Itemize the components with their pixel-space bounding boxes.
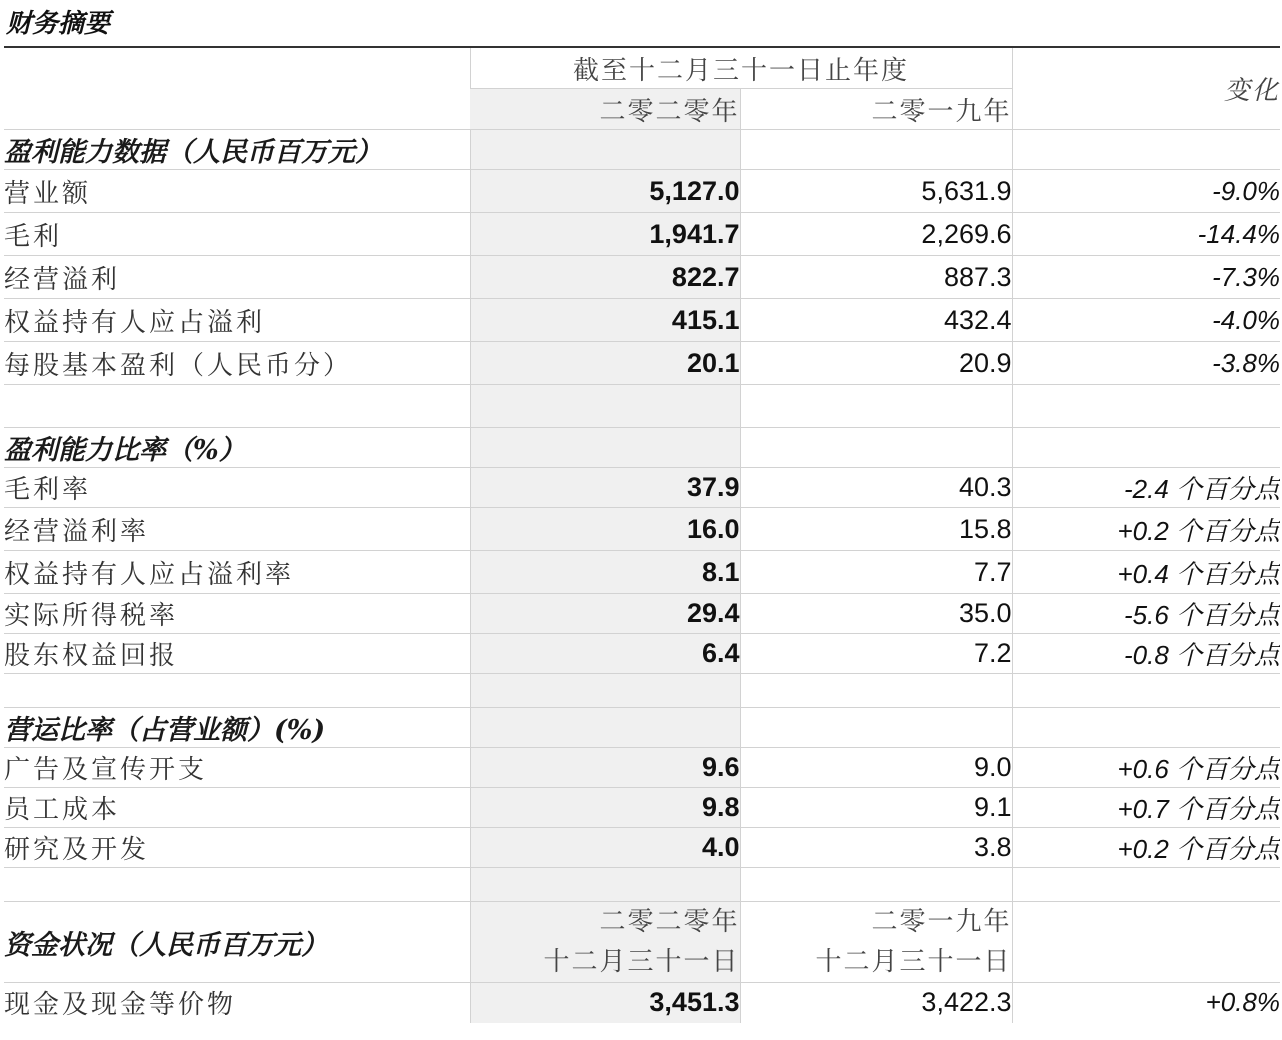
value-previous: 7.2 bbox=[740, 634, 1012, 674]
spacer-row bbox=[4, 674, 1280, 708]
table-row bbox=[4, 983, 1280, 1023]
row-label: 毛利率 bbox=[4, 468, 470, 508]
row-label: 营业额 bbox=[4, 170, 470, 213]
row-label: 现金及现金等价物 bbox=[4, 990, 237, 1021]
funding-current-date-header bbox=[470, 902, 740, 983]
table-row bbox=[4, 468, 1280, 508]
year-current-header: 二零二零年 bbox=[470, 89, 740, 130]
section-header-row bbox=[4, 130, 1280, 170]
value-current: 822.7 bbox=[470, 256, 740, 299]
funding-current-date: 十二月三十一日 bbox=[543, 947, 740, 977]
value-current: 9.6 bbox=[470, 748, 740, 788]
table-row bbox=[4, 213, 1280, 256]
value-change: +0.6 个百分点 bbox=[1012, 748, 1280, 788]
section-title: 营运比率（占营业额）(%) bbox=[4, 708, 470, 748]
value-change: +0.8% bbox=[1012, 983, 1280, 1023]
section-header-row bbox=[4, 428, 1280, 468]
spacer-row bbox=[4, 868, 1280, 902]
value-previous: 20.9 bbox=[740, 342, 1012, 385]
value-current: 16.0 bbox=[470, 508, 740, 551]
document-title: 财务摘要 bbox=[6, 9, 111, 39]
row-label: 经营溢利率 bbox=[4, 508, 470, 551]
value-previous: 3.8 bbox=[740, 828, 1012, 868]
value-change: -0.8 个百分点 bbox=[1012, 634, 1280, 674]
value-current: 3,451.3 bbox=[470, 983, 740, 1023]
section-header-row bbox=[4, 708, 1280, 748]
table-row bbox=[4, 508, 1280, 551]
financial-summary-table bbox=[4, 46, 1280, 1023]
spacer-row bbox=[4, 385, 1280, 428]
value-previous: 15.8 bbox=[740, 508, 1012, 551]
value-previous: 9.1 bbox=[740, 788, 1012, 828]
row-label: 经营溢利 bbox=[4, 256, 470, 299]
value-previous: 9.0 bbox=[740, 748, 1012, 788]
value-change: +0.7 个百分点 bbox=[1012, 788, 1280, 828]
value-previous: 35.0 bbox=[740, 594, 1012, 634]
row-label: 员工成本 bbox=[4, 788, 470, 828]
value-change: +0.2 个百分点 bbox=[1012, 508, 1280, 551]
value-change: -4.0% bbox=[1012, 299, 1280, 342]
year-previous-header: 二零一九年 bbox=[740, 89, 1012, 130]
value-previous: 3,422.3 bbox=[740, 983, 1012, 1023]
value-previous: 2,269.6 bbox=[740, 213, 1012, 256]
row-label: 广告及宣传开支 bbox=[4, 748, 470, 788]
row-label: 研究及开发 bbox=[4, 828, 470, 868]
value-current: 6.4 bbox=[470, 634, 740, 674]
table-row bbox=[4, 551, 1280, 594]
table-row bbox=[4, 788, 1280, 828]
value-previous: 7.7 bbox=[740, 551, 1012, 594]
value-change: -5.6 个百分点 bbox=[1012, 594, 1280, 634]
table-row bbox=[4, 594, 1280, 634]
value-change: +0.4 个百分点 bbox=[1012, 551, 1280, 594]
value-change: -2.4 个百分点 bbox=[1012, 468, 1280, 508]
value-current: 5,127.0 bbox=[470, 170, 740, 213]
table-row bbox=[4, 256, 1280, 299]
value-current: 8.1 bbox=[470, 551, 740, 594]
value-previous: 432.4 bbox=[740, 299, 1012, 342]
table-row bbox=[4, 299, 1280, 342]
section-title: 资金状况（人民币百万元） bbox=[4, 902, 470, 983]
value-current: 20.1 bbox=[470, 342, 740, 385]
table-row bbox=[4, 748, 1280, 788]
value-current: 415.1 bbox=[470, 299, 740, 342]
funding-previous-year: 二零一九年 bbox=[871, 907, 1012, 937]
value-change: -7.3% bbox=[1012, 256, 1280, 299]
row-label: 股东权益回报 bbox=[4, 634, 470, 674]
row-label: 权益持有人应占溢利 bbox=[4, 299, 470, 342]
funding-previous-date-header bbox=[740, 902, 1012, 983]
value-current: 9.8 bbox=[470, 788, 740, 828]
row-label: 毛利 bbox=[4, 213, 470, 256]
table-row bbox=[4, 170, 1280, 213]
row-label: 权益持有人应占溢利率 bbox=[4, 551, 470, 594]
value-previous: 40.3 bbox=[740, 468, 1012, 508]
change-column-header: 变化 bbox=[1012, 47, 1280, 130]
value-change: -9.0% bbox=[1012, 170, 1280, 213]
period-label: 截至十二月三十一日止年度 bbox=[470, 47, 1012, 89]
value-current: 1,941.7 bbox=[470, 213, 740, 256]
value-previous: 887.3 bbox=[740, 256, 1012, 299]
section-title: 盈利能力比率（%） bbox=[4, 428, 470, 468]
value-current: 4.0 bbox=[470, 828, 740, 868]
header-empty-cell bbox=[4, 47, 470, 130]
value-change: +0.2 个百分点 bbox=[1012, 828, 1280, 868]
header-row-period bbox=[4, 47, 1280, 89]
value-change: -14.4% bbox=[1012, 213, 1280, 256]
value-change: -3.8% bbox=[1012, 342, 1280, 385]
value-current: 37.9 bbox=[470, 468, 740, 508]
row-label: 每股基本盈利（人民币分） bbox=[4, 342, 470, 385]
section-title: 盈利能力数据（人民币百万元） bbox=[4, 130, 470, 170]
table-row bbox=[4, 342, 1280, 385]
funding-previous-date: 十二月三十一日 bbox=[815, 947, 1012, 977]
table-row bbox=[4, 634, 1280, 674]
section-header-row bbox=[4, 902, 1280, 983]
value-previous: 5,631.9 bbox=[740, 170, 1012, 213]
row-label: 实际所得税率 bbox=[4, 594, 470, 634]
table-row bbox=[4, 828, 1280, 868]
value-current: 29.4 bbox=[470, 594, 740, 634]
funding-current-year: 二零二零年 bbox=[599, 907, 740, 937]
